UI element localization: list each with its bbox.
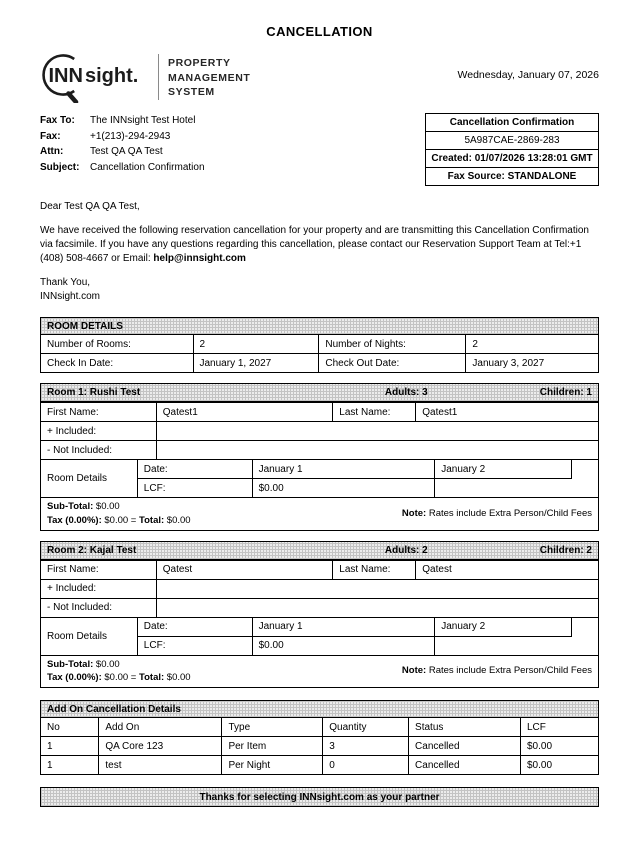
letter-paragraph: [40, 224, 599, 266]
total-label: Total:: [139, 514, 165, 526]
room-details-rates-row: [41, 618, 598, 656]
first-name-label: First Name:: [47, 564, 99, 576]
logo-divider: [158, 54, 159, 100]
date-2: January 2: [434, 460, 571, 479]
addon-no: 1: [47, 740, 53, 752]
lcf-label: LCF:: [137, 479, 252, 497]
subtotal-block: [47, 500, 191, 528]
rooms-nights-row: [41, 335, 598, 354]
fax-number-label: Fax:: [40, 130, 61, 142]
addon-name: test: [98, 756, 221, 774]
not-included-value: [156, 599, 598, 617]
room-2-section: [40, 541, 599, 689]
rates-note: [402, 507, 592, 521]
total-value: $0.00: [166, 514, 191, 526]
first-name-label: First Name:: [47, 406, 99, 418]
lcf-row: [137, 479, 598, 497]
col-addon: Add On: [98, 718, 221, 736]
letter-text: We have received the following reservation cancellation for your property and are transmitting this Cancellation Confirmation via facsimile. If you have any questions regarding this cancellation, please contact our Reservation Support Team at Tel:+1 (408) 508-4667 or Email:: [40, 225, 589, 264]
fax-header-fields: [40, 113, 205, 175]
addon-quantity: 3: [322, 737, 408, 755]
total-label: Total:: [139, 672, 165, 684]
letter-closing: [40, 276, 599, 303]
included-label: + Included:: [47, 583, 97, 595]
check-out-label: Check Out Date:: [318, 354, 465, 372]
rates-note: [402, 664, 592, 678]
room-title: Room 2: Kajal Test: [47, 544, 137, 556]
note-text: Rates include Extra Person/Child Fees: [428, 665, 592, 677]
subtotal-label: Sub-Total:: [47, 658, 94, 670]
fax-number-value: +1(213)-294-2943: [90, 130, 171, 142]
tax-label: Tax (0.00%):: [47, 514, 102, 526]
last-name-value: Qatest: [415, 561, 598, 579]
total-value: $0.00: [166, 672, 191, 684]
closing-brand: INNsight.com: [40, 290, 101, 302]
guest-name-row: [41, 561, 598, 580]
date-label: Date:: [137, 618, 252, 637]
addon-lcf: $0.00: [520, 737, 598, 755]
closing-thanks: Thank You,: [40, 277, 91, 288]
addon-section: [40, 700, 599, 775]
addon-type: Per Night: [221, 756, 322, 774]
fax-meta-row: [40, 113, 599, 186]
logo-tagline: [168, 54, 250, 100]
checkin-checkout-row: [41, 354, 598, 372]
addon-row: [41, 756, 598, 774]
tax-total-line: [47, 514, 191, 528]
date-row: [137, 460, 598, 479]
attn-row: [40, 144, 205, 160]
check-out-value: January 3, 2027: [465, 354, 598, 372]
room-title: Room 1: Rushi Test: [47, 387, 141, 398]
addon-row: [41, 737, 598, 756]
last-name-label: Last Name:: [332, 403, 415, 421]
date-2: January 2: [434, 618, 571, 637]
room-details-label: Room Details: [47, 473, 108, 484]
included-value: [156, 422, 598, 440]
tax-label: Tax (0.00%):: [47, 672, 102, 684]
footer-banner: Thanks for selecting INNsight.com as your partner: [40, 787, 599, 807]
tax-total-line: [47, 671, 191, 685]
rates-grid: [137, 460, 598, 497]
tax-value: $0.00: [104, 672, 129, 684]
letter-body: [40, 200, 599, 303]
fax-number-row: [40, 129, 205, 145]
date-row-notch: [571, 618, 598, 637]
addon-quantity: 0: [322, 756, 408, 774]
included-row: [41, 580, 598, 599]
tax-value: $0.00: [104, 514, 129, 526]
note-text: Rates include Extra Person/Child Fees: [428, 507, 592, 519]
first-name-value: Qatest: [156, 561, 333, 579]
included-row: [41, 422, 598, 441]
fax-to-row: [40, 113, 205, 129]
number-of-nights-label: Number of Nights:: [318, 335, 465, 353]
logo-inn-text: INN: [48, 65, 83, 87]
confirmation-fax-source: Fax Source: STANDALONE: [426, 167, 598, 185]
note-label: Note:: [401, 665, 427, 677]
innsight-logo: [40, 51, 250, 103]
subtotal-line: [47, 500, 191, 514]
addon-header: Add On Cancellation Details: [41, 701, 598, 718]
room-1-section: [40, 383, 599, 531]
check-in-value: January 1, 2027: [193, 354, 319, 372]
number-of-nights-value: 2: [465, 335, 598, 353]
room-children: Children: 1: [539, 387, 592, 398]
subtotal-line: [47, 658, 191, 672]
not-included-row: [41, 441, 598, 460]
lcf-label: LCF:: [137, 637, 252, 655]
room-details-header: ROOM DETAILS: [41, 318, 598, 335]
room-details-label: Room Details: [47, 630, 108, 642]
col-quantity: Quantity: [322, 718, 408, 736]
addon-lcf: $0.00: [520, 756, 598, 774]
included-value: [156, 580, 598, 598]
document-date: Wednesday, January 07, 2026: [457, 69, 599, 81]
subject-label: Subject:: [40, 161, 80, 173]
col-no: No: [47, 721, 60, 733]
room-2-header: [41, 542, 598, 561]
addon-columns-row: [41, 718, 598, 737]
not-included-label: - Not Included:: [47, 444, 113, 456]
room-1-header: [41, 384, 598, 403]
equals-sign: =: [130, 514, 137, 526]
room-adults: Adults: 3: [384, 387, 428, 398]
room-children: Children: 2: [539, 544, 592, 556]
lcf-empty-cell: [434, 637, 598, 655]
number-of-rooms-label: Number of Rooms:: [47, 338, 131, 350]
subtotal-value: $0.00: [95, 501, 120, 512]
confirmation-created: Created: 01/07/2026 13:28:01 GMT: [426, 149, 598, 167]
date-row: [137, 618, 598, 637]
check-in-label: Check In Date:: [47, 357, 114, 369]
guest-name-row: [41, 403, 598, 422]
subtotal-label: Sub-Total:: [47, 501, 94, 512]
subtotal-row: [41, 656, 598, 688]
tagline-line: PROPERTY: [168, 56, 231, 69]
room-adults: Adults: 2: [384, 544, 428, 556]
tagline-line: MANAGEMENT: [168, 71, 251, 84]
date-row-notch: [571, 460, 598, 479]
first-name-value: Qatest1: [156, 403, 333, 421]
lcf-value: $0.00: [252, 479, 435, 497]
subtotal-value: $0.00: [95, 658, 120, 670]
fax-to-value: The INNsight Test Hotel: [90, 115, 196, 126]
fax-to-label: Fax To:: [40, 115, 75, 126]
lcf-row: [137, 637, 598, 655]
addon-status: Cancelled: [408, 756, 520, 774]
attn-value: Test QA QA Test: [90, 146, 163, 157]
page-title: CANCELLATION: [266, 24, 373, 39]
subtotal-row: [41, 498, 598, 530]
date-label: Date:: [137, 460, 252, 479]
subtotal-block: [47, 658, 191, 686]
addon-type: Per Item: [221, 737, 322, 755]
not-included-label: - Not Included:: [47, 602, 113, 614]
attn-label: Attn:: [40, 146, 64, 157]
lcf-empty-cell: [434, 479, 598, 497]
last-name-label: Last Name:: [332, 561, 415, 579]
rates-grid: [137, 618, 598, 655]
confirmation-title: Cancellation Confirmation: [449, 117, 575, 128]
included-label: + Included:: [47, 425, 97, 437]
equals-sign: =: [130, 672, 137, 684]
subject-row: [40, 160, 205, 176]
addon-no: 1: [47, 759, 53, 771]
tagline-line: SYSTEM: [168, 86, 215, 99]
room-details-rates-row: [41, 460, 598, 498]
addon-status: Cancelled: [408, 737, 520, 755]
magnifier-logo-icon: [40, 51, 152, 103]
number-of-rooms-value: 2: [193, 335, 319, 353]
col-lcf: LCF: [520, 718, 598, 736]
subject-value: Cancellation Confirmation: [90, 161, 205, 173]
not-included-row: [41, 599, 598, 618]
confirmation-box: [425, 113, 599, 186]
note-label: Note:: [401, 507, 427, 519]
addon-name: QA Core 123: [98, 737, 221, 755]
col-status: Status: [408, 718, 520, 736]
document-header: [40, 51, 599, 103]
lcf-value: $0.00: [252, 637, 435, 655]
confirmation-code: 5A987CAE-2869-283: [426, 131, 598, 149]
col-type: Type: [221, 718, 322, 736]
room-details-section: [40, 317, 599, 373]
logo-sight-text: sight.: [85, 65, 139, 87]
not-included-value: [156, 441, 598, 459]
date-1: January 1: [252, 460, 435, 479]
support-email: help@innsight.com: [153, 253, 246, 264]
last-name-value: Qatest1: [415, 403, 598, 421]
date-1: January 1: [252, 618, 435, 637]
salutation: Dear Test QA QA Test,: [40, 201, 140, 212]
